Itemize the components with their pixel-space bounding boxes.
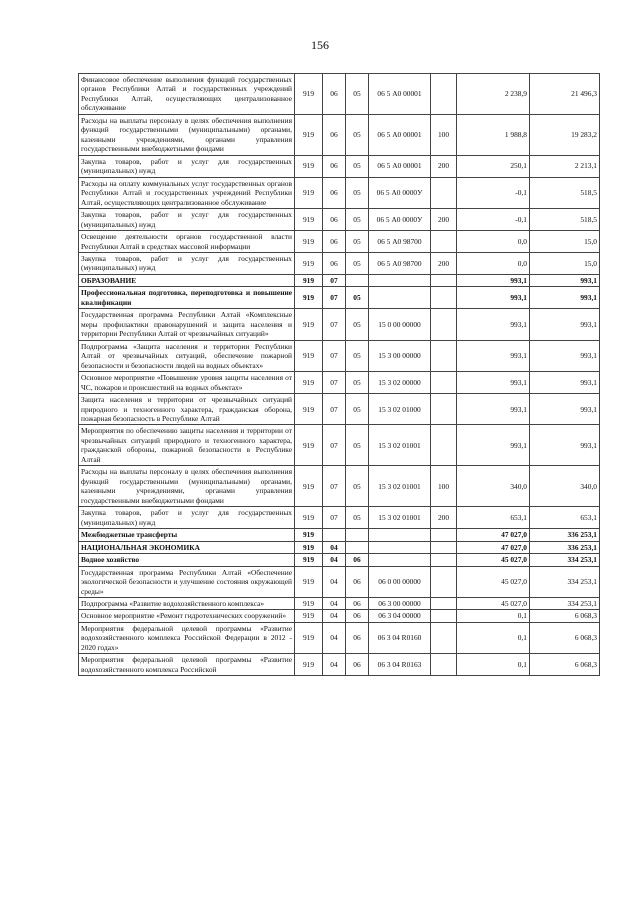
amount-total-cell: 518,5: [530, 177, 600, 208]
amount-total-cell: 334 253,1: [530, 597, 600, 609]
section-code-cell: 06: [323, 155, 346, 177]
subsection-code-cell: 05: [346, 177, 369, 208]
amount-change-cell: 250,1: [457, 155, 530, 177]
target-article-cell: 15 3 02 01001: [369, 425, 431, 466]
table-row: [79, 654, 600, 676]
subsection-code-cell: 06: [346, 566, 369, 597]
row-name-cell: Водное хозяйство: [79, 554, 295, 566]
subsection-code-cell: 05: [346, 394, 369, 425]
row-name-cell: Закупка товаров, работ и услуг для государственных (муниципальных) нужд: [79, 155, 295, 177]
section-code-cell: 04: [323, 654, 346, 676]
section-code-cell: 04: [323, 597, 346, 609]
amount-total-cell: 336 253,1: [530, 529, 600, 541]
target-article-cell: [369, 554, 431, 566]
target-article-cell: 06 5 А0 0000У: [369, 209, 431, 231]
grbs-code-cell: 919: [295, 566, 323, 597]
target-article-cell: 06 3 04 R0160: [369, 622, 431, 653]
table-row: [79, 274, 600, 286]
row-name-cell: Закупка товаров, работ и услуг для государственных (муниципальных) нужд: [79, 507, 295, 529]
section-code-cell: 06: [323, 231, 346, 253]
grbs-code-cell: 919: [295, 610, 323, 622]
amount-change-cell: 653,1: [457, 507, 530, 529]
subsection-code-cell: [346, 541, 369, 553]
row-name-cell: Расходы на выплаты персоналу в целях обеспечения выполнения функций государственными (муниципальными) органами, казенными учреждениями, органами управления государственными внебюджетными фондами: [79, 114, 295, 155]
amount-change-cell: 993,1: [457, 309, 530, 340]
target-article-cell: [369, 287, 431, 309]
expense-type-cell: 200: [431, 507, 457, 529]
grbs-code-cell: 919: [295, 507, 323, 529]
expense-type-cell: [431, 231, 457, 253]
section-code-cell: 06: [323, 252, 346, 274]
subsection-code-cell: 05: [346, 252, 369, 274]
subsection-code-cell: 05: [346, 372, 369, 394]
budget-table: [78, 73, 600, 676]
target-article-cell: 06 3 00 00000: [369, 597, 431, 609]
subsection-code-cell: 05: [346, 466, 369, 507]
subsection-code-cell: 06: [346, 654, 369, 676]
expense-type-cell: [431, 622, 457, 653]
row-name-cell: Мероприятия федеральной целевой программы «Развитие водохозяйственного комплекса Российской Федерации в 2012 - 2020 годах»: [79, 622, 295, 653]
amount-change-cell: 0,0: [457, 231, 530, 253]
expense-type-cell: 200: [431, 155, 457, 177]
target-article-cell: 15 3 02 01001: [369, 466, 431, 507]
target-article-cell: 06 5 А0 00001: [369, 155, 431, 177]
target-article-cell: [369, 529, 431, 541]
table-row: [79, 394, 600, 425]
row-name-cell: Государственная программа Республики Алтай «Обеспечение экологической безопасности и улучшение состояния окружающей среды»: [79, 566, 295, 597]
target-article-cell: 15 3 02 01001: [369, 507, 431, 529]
expense-type-cell: [431, 340, 457, 371]
table-row: [79, 372, 600, 394]
amount-total-cell: 334 253,1: [530, 554, 600, 566]
section-code-cell: 04: [323, 622, 346, 653]
amount-change-cell: 993,1: [457, 372, 530, 394]
section-code-cell: 04: [323, 554, 346, 566]
row-name-cell: ОБРАЗОВАНИЕ: [79, 274, 295, 286]
amount-change-cell: 0,1: [457, 622, 530, 653]
row-name-cell: Профессиональная подготовка, переподготовка и повышение квалификации: [79, 287, 295, 309]
amount-change-cell: 45 027,0: [457, 566, 530, 597]
subsection-code-cell: 06: [346, 554, 369, 566]
expense-type-cell: [431, 394, 457, 425]
section-code-cell: 06: [323, 114, 346, 155]
expense-type-cell: [431, 554, 457, 566]
expense-type-cell: [431, 566, 457, 597]
target-article-cell: 06 5 А0 98700: [369, 252, 431, 274]
expense-type-cell: [431, 287, 457, 309]
amount-change-cell: 45 027,0: [457, 597, 530, 609]
subsection-code-cell: 05: [346, 209, 369, 231]
expense-type-cell: [431, 74, 457, 115]
row-name-cell: Подпрограмма «Защита населения и территории Республики Алтай от чрезвычайных ситуаций, обеспечение пожарной безопасности и безопасности людей на водных объектах»: [79, 340, 295, 371]
amount-change-cell: -0,1: [457, 177, 530, 208]
amount-total-cell: 653,1: [530, 507, 600, 529]
amount-total-cell: 6 068,3: [530, 622, 600, 653]
amount-change-cell: 45 027,0: [457, 554, 530, 566]
amount-total-cell: 15,0: [530, 231, 600, 253]
section-code-cell: 07: [323, 287, 346, 309]
row-name-cell: Основное мероприятие «Ремонт гидротехнических сооружений»: [79, 610, 295, 622]
amount-change-cell: 993,1: [457, 287, 530, 309]
subsection-code-cell: 05: [346, 155, 369, 177]
section-code-cell: 07: [323, 425, 346, 466]
target-article-cell: 06 3 04 R0163: [369, 654, 431, 676]
section-code-cell: 07: [323, 274, 346, 286]
grbs-code-cell: 919: [295, 177, 323, 208]
table-row: [79, 554, 600, 566]
amount-total-cell: 6 068,3: [530, 610, 600, 622]
table-row: [79, 309, 600, 340]
subsection-code-cell: 05: [346, 231, 369, 253]
grbs-code-cell: 919: [295, 309, 323, 340]
amount-total-cell: 2 213,1: [530, 155, 600, 177]
table-row: [79, 209, 600, 231]
budget-table-body: [79, 74, 600, 676]
table-row: [79, 466, 600, 507]
grbs-code-cell: 919: [295, 155, 323, 177]
amount-total-cell: 518,5: [530, 209, 600, 231]
table-row: [79, 541, 600, 553]
subsection-code-cell: 05: [346, 507, 369, 529]
amount-total-cell: 15,0: [530, 252, 600, 274]
grbs-code-cell: 919: [295, 372, 323, 394]
amount-change-cell: 0,1: [457, 654, 530, 676]
subsection-code-cell: 06: [346, 610, 369, 622]
table-row: [79, 287, 600, 309]
amount-total-cell: 993,1: [530, 425, 600, 466]
table-row: [79, 114, 600, 155]
table-row: [79, 177, 600, 208]
expense-type-cell: [431, 177, 457, 208]
amount-total-cell: 6 068,3: [530, 654, 600, 676]
expense-type-cell: 100: [431, 114, 457, 155]
amount-change-cell: 993,1: [457, 274, 530, 286]
row-name-cell: Основное мероприятие «Повышение уровня защиты населения от ЧС, пожаров и происшествий на водных объектах»: [79, 372, 295, 394]
table-row: [79, 155, 600, 177]
subsection-code-cell: 06: [346, 622, 369, 653]
row-name-cell: Расходы на оплату коммунальных услуг государственных органов Республики Алтай и государственных учреждений Республики Алтай, осуществляющих централизованное обслуживание: [79, 177, 295, 208]
expense-type-cell: [431, 597, 457, 609]
target-article-cell: 06 5 А0 0000У: [369, 177, 431, 208]
row-name-cell: Межбюджетные трансферты: [79, 529, 295, 541]
section-code-cell: 07: [323, 507, 346, 529]
row-name-cell: Освещение деятельности органов государственной власти Республики Алтай в средствах массовой информации: [79, 231, 295, 253]
grbs-code-cell: 919: [295, 209, 323, 231]
expense-type-cell: [431, 372, 457, 394]
section-code-cell: 06: [323, 177, 346, 208]
amount-change-cell: 2 238,9: [457, 74, 530, 115]
amount-total-cell: 336 253,1: [530, 541, 600, 553]
row-name-cell: Расходы на выплаты персоналу в целях обеспечения выполнения функций государственными (муниципальными) органами, казенными учреждениями, органами управления государственными внебюджетными фондами: [79, 466, 295, 507]
expense-type-cell: 200: [431, 209, 457, 231]
amount-change-cell: 993,1: [457, 340, 530, 371]
expense-type-cell: [431, 654, 457, 676]
amount-total-cell: 993,1: [530, 309, 600, 340]
row-name-cell: Мероприятия по обеспечению защиты населения и территории от чрезвычайных ситуаций природного и техногенного характера, гражданской обороны, пожарной безопасности в Республике Алтай: [79, 425, 295, 466]
row-name-cell: Закупка товаров, работ и услуг для государственных (муниципальных) нужд: [79, 209, 295, 231]
target-article-cell: 15 0 00 00000: [369, 309, 431, 340]
row-name-cell: НАЦИОНАЛЬНАЯ ЭКОНОМИКА: [79, 541, 295, 553]
expense-type-cell: [431, 529, 457, 541]
expense-type-cell: 200: [431, 252, 457, 274]
grbs-code-cell: 919: [295, 114, 323, 155]
target-article-cell: 06 3 04 00000: [369, 610, 431, 622]
subsection-code-cell: [346, 274, 369, 286]
section-code-cell: 06: [323, 74, 346, 115]
target-article-cell: 06 5 А0 00001: [369, 114, 431, 155]
amount-total-cell: 19 283,2: [530, 114, 600, 155]
grbs-code-cell: 919: [295, 597, 323, 609]
grbs-code-cell: 919: [295, 554, 323, 566]
section-code-cell: 04: [323, 541, 346, 553]
grbs-code-cell: 919: [295, 622, 323, 653]
target-article-cell: 06 5 А0 00001: [369, 74, 431, 115]
table-row: [79, 425, 600, 466]
amount-total-cell: 340,0: [530, 466, 600, 507]
expense-type-cell: 100: [431, 466, 457, 507]
amount-total-cell: 993,1: [530, 340, 600, 371]
amount-change-cell: 993,1: [457, 394, 530, 425]
target-article-cell: 15 3 02 00000: [369, 372, 431, 394]
row-name-cell: Закупка товаров, работ и услуг для государственных (муниципальных) нужд: [79, 252, 295, 274]
amount-total-cell: 334 253,1: [530, 566, 600, 597]
subsection-code-cell: 05: [346, 74, 369, 115]
expense-type-cell: [431, 610, 457, 622]
table-row: [79, 231, 600, 253]
subsection-code-cell: [346, 529, 369, 541]
amount-total-cell: 21 496,3: [530, 74, 600, 115]
target-article-cell: 15 3 00 00000: [369, 340, 431, 371]
target-article-cell: [369, 274, 431, 286]
section-code-cell: 07: [323, 394, 346, 425]
table-row: [79, 340, 600, 371]
expense-type-cell: [431, 541, 457, 553]
target-article-cell: [369, 541, 431, 553]
table-row: [79, 507, 600, 529]
grbs-code-cell: 919: [295, 394, 323, 425]
row-name-cell: Государственная программа Республики Алтай «Комплексные меры профилактики правонарушений и защита населения и территории Республики Алтай от чрезвычайных ситуаций»: [79, 309, 295, 340]
section-code-cell: 04: [323, 566, 346, 597]
amount-total-cell: 993,1: [530, 372, 600, 394]
section-code-cell: [323, 529, 346, 541]
grbs-code-cell: 919: [295, 425, 323, 466]
table-row: [79, 622, 600, 653]
section-code-cell: 07: [323, 309, 346, 340]
grbs-code-cell: 919: [295, 340, 323, 371]
table-row: [79, 566, 600, 597]
amount-change-cell: 0,1: [457, 610, 530, 622]
grbs-code-cell: 919: [295, 274, 323, 286]
amount-total-cell: 993,1: [530, 274, 600, 286]
grbs-code-cell: 919: [295, 252, 323, 274]
table-row: [79, 252, 600, 274]
page-number: 156: [311, 38, 329, 52]
amount-total-cell: 993,1: [530, 394, 600, 425]
grbs-code-cell: 919: [295, 466, 323, 507]
amount-change-cell: 0,0: [457, 252, 530, 274]
amount-change-cell: -0,1: [457, 209, 530, 231]
grbs-code-cell: 919: [295, 654, 323, 676]
target-article-cell: 15 3 02 01000: [369, 394, 431, 425]
amount-change-cell: 993,1: [457, 425, 530, 466]
target-article-cell: 06 5 А0 98700: [369, 231, 431, 253]
row-name-cell: Финансовое обеспечение выполнения функций государственных органов Республики Алтай и государственных учреждений Республики Алтай, осуществляющих централизованное обслуживание: [79, 74, 295, 115]
section-code-cell: 07: [323, 372, 346, 394]
target-article-cell: 06 0 00 00000: [369, 566, 431, 597]
grbs-code-cell: 919: [295, 541, 323, 553]
subsection-code-cell: 05: [346, 114, 369, 155]
amount-change-cell: 1 988,8: [457, 114, 530, 155]
table-row: [79, 610, 600, 622]
grbs-code-cell: 919: [295, 529, 323, 541]
subsection-code-cell: 06: [346, 597, 369, 609]
subsection-code-cell: 05: [346, 340, 369, 371]
section-code-cell: 04: [323, 610, 346, 622]
amount-change-cell: 47 027,0: [457, 541, 530, 553]
grbs-code-cell: 919: [295, 74, 323, 115]
expense-type-cell: [431, 425, 457, 466]
expense-type-cell: [431, 309, 457, 340]
row-name-cell: Мероприятия федеральной целевой программы «Развитие водохозяйственного комплекса Российской: [79, 654, 295, 676]
amount-change-cell: 47 027,0: [457, 529, 530, 541]
subsection-code-cell: 05: [346, 309, 369, 340]
subsection-code-cell: 05: [346, 287, 369, 309]
section-code-cell: 06: [323, 209, 346, 231]
expense-type-cell: [431, 274, 457, 286]
subsection-code-cell: 05: [346, 425, 369, 466]
row-name-cell: Защита населения и территории от чрезвычайных ситуаций природного и техногенного характера, гражданская оборона, пожарная безопасность в Республике Алтай: [79, 394, 295, 425]
grbs-code-cell: 919: [295, 287, 323, 309]
section-code-cell: 07: [323, 466, 346, 507]
section-code-cell: 07: [323, 340, 346, 371]
table-row: [79, 74, 600, 115]
grbs-code-cell: 919: [295, 231, 323, 253]
table-row: [79, 597, 600, 609]
amount-change-cell: 340,0: [457, 466, 530, 507]
table-row: [79, 529, 600, 541]
row-name-cell: Подпрограмма «Развитие водохозяйственного комплекса»: [79, 597, 295, 609]
amount-total-cell: 993,1: [530, 287, 600, 309]
